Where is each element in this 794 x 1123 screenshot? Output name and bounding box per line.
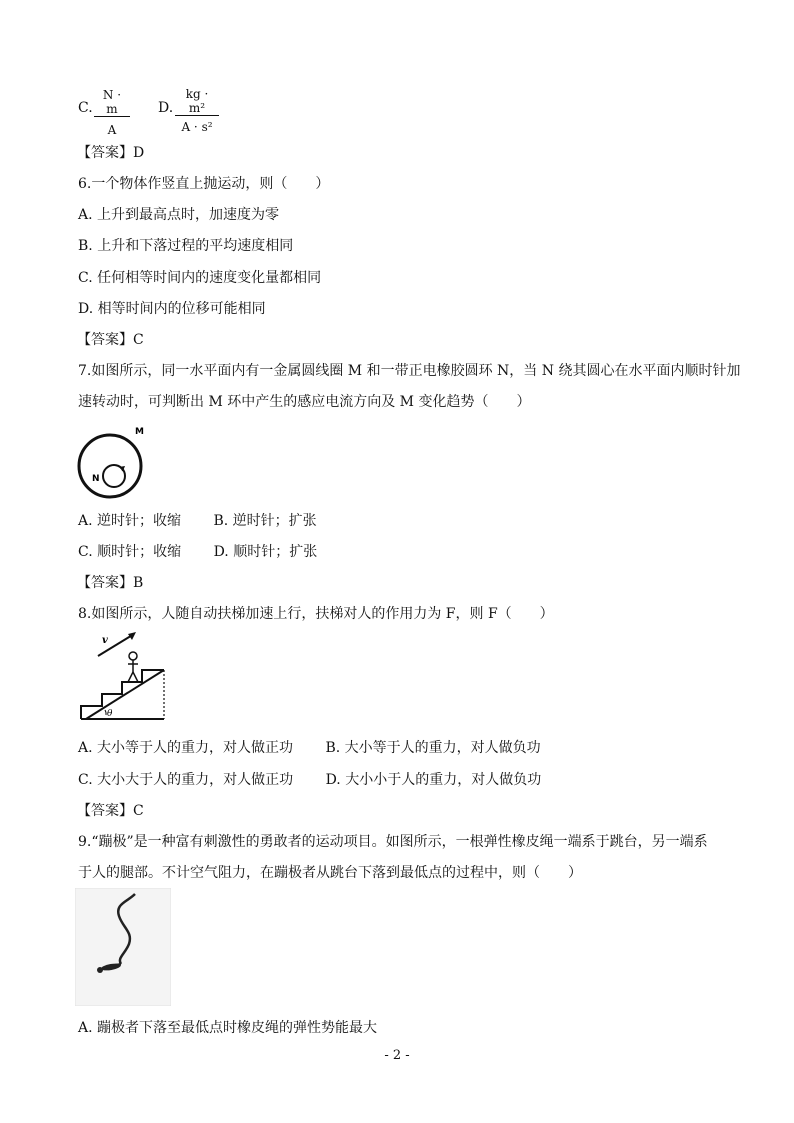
q8-stem: 8.如图所示，人随自动扶梯加速上行，扶梯对人的作用力为 F，则 F（ ） <box>78 606 554 622</box>
q5-option-c-denominator: A <box>107 123 117 137</box>
q6-option-b: B. 上升和下落过程的平均速度相同 <box>78 238 294 254</box>
q7-stem-line2: 速转动时，可判断出 M 环中产生的感应电流方向及 M 变化趋势（ ） <box>78 394 531 410</box>
answer-6: 【答案】C <box>77 332 144 348</box>
page-number: - 2 - <box>384 1048 410 1063</box>
q5-option-c-label: C. <box>78 100 93 116</box>
q9-option-a: A. 蹦极者下落至最低点时橡皮绳的弹性势能最大 <box>78 1020 378 1036</box>
label-n: N <box>92 474 100 484</box>
q6-option-d: D. 相等时间内的位移可能相同 <box>78 301 266 317</box>
q6-option-c: C. 任何相等时间内的速度变化量都相同 <box>78 270 322 286</box>
q5-option-d-fraction <box>175 87 219 134</box>
person-head <box>129 652 137 660</box>
q5-option-d-denominator: A · s² <box>181 120 213 134</box>
q5-option-d-numerator: kg · m² <box>175 87 219 116</box>
q9-stem-line2: 于人的腿部。不计空气阻力，在蹦极者从跳台下落到最低点的过程中，则（ ） <box>78 865 582 881</box>
q5-option-c-fraction <box>94 88 130 137</box>
q9-bungee-photo <box>75 888 171 1006</box>
q7-stem-line1: 7.如图所示，同一水平面内有一金属圆线圈 M 和一带正电橡胶圆环 N，当 N 绕其圆心在水平面内顺时针加 <box>78 363 741 379</box>
q5-option-c-numerator: N · m <box>94 88 130 117</box>
q8-options-row1: A. 大小等于人的重力，对人做正功 B. 大小等于人的重力，对人做负功 <box>78 740 541 756</box>
q5-option-d-label: D. <box>158 100 174 116</box>
label-theta: θ <box>107 709 113 719</box>
label-m: M <box>135 427 144 437</box>
q9-stem-line1: 9.“蹦极”是一种富有刺激性的勇敢者的运动项目。如图所示，一根弹性橡皮绳一端系于跳台，另一端系 <box>78 834 708 850</box>
label-v: v <box>102 635 108 646</box>
q7-options-row1: A. 逆时针；收缩 B. 逆时针；扩张 <box>78 513 317 529</box>
answer-7: 【答案】B <box>77 575 144 591</box>
q8-escalator-figure <box>78 626 178 722</box>
q8-options-row2: C. 大小大于人的重力，对人做正功 D. 大小小于人的重力，对人做负功 <box>78 772 542 788</box>
answer-5: 【答案】D <box>77 145 145 161</box>
q7-ring-figure <box>74 424 154 504</box>
q7-options-row2: C. 顺时针；收缩 D. 顺时针；扩张 <box>78 544 318 560</box>
answer-8: 【答案】C <box>77 803 144 819</box>
q6-stem: 6.一个物体作竖直上抛运动，则（ ） <box>78 176 330 192</box>
q6-option-a: A. 上升到最高点时，加速度为零 <box>78 207 280 223</box>
